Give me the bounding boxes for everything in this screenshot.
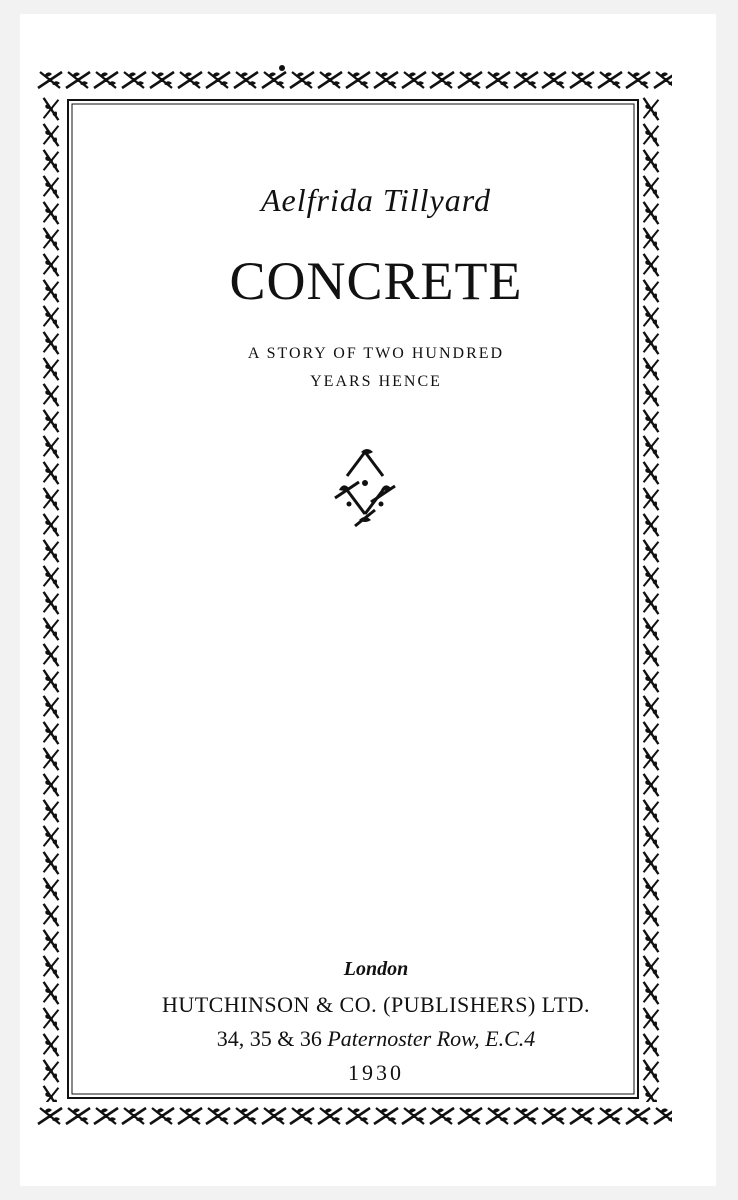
book-subtitle (95, 340, 657, 396)
floral-ornament-icon (325, 446, 405, 542)
subtitle-line-2: YEARS HENCE (310, 373, 442, 390)
publication-year: 1930 (348, 1060, 404, 1085)
author-name: Aelfrida Tillyard (260, 182, 492, 218)
title-page (20, 14, 716, 1186)
publisher-address (95, 1026, 657, 1052)
subtitle-line-1: A STORY OF TWO HUNDRED (247, 345, 505, 362)
address-numbers: 34, 35 & 36 (216, 1026, 322, 1051)
publisher-name: HUTCHINSON & CO. (PUBLISHERS) LTD. (161, 992, 591, 1017)
book-title: CONCRETE (229, 251, 523, 311)
publication-city: London (343, 958, 409, 980)
address-street: Paternoster Row, E.C.4 (327, 1026, 536, 1051)
